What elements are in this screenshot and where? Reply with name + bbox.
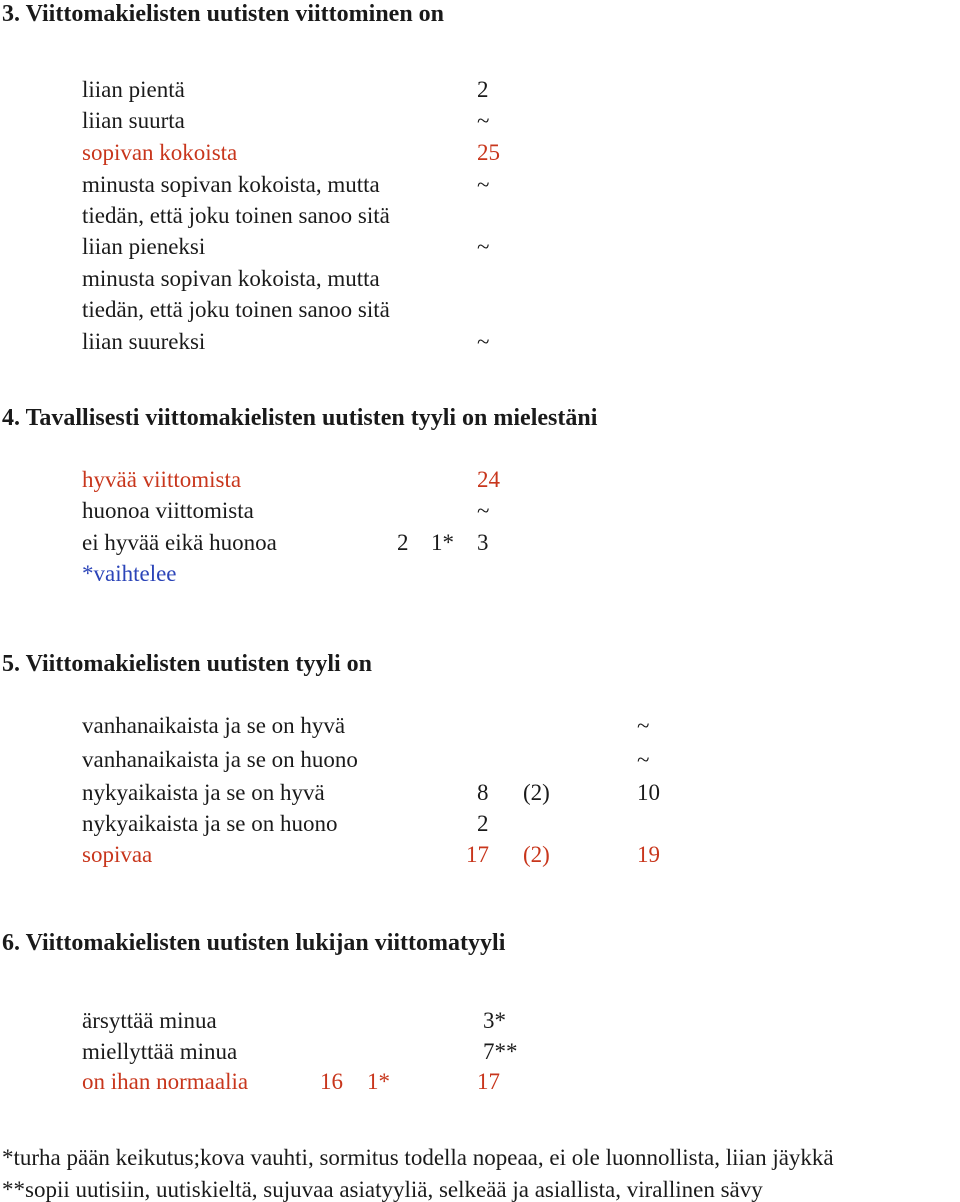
q3-row-4-label: minusta sopivan kokoista, mutta — [82, 172, 380, 197]
q5-row-4-a: 2 — [477, 811, 489, 836]
q4-row-1-total: 24 — [477, 467, 500, 492]
q4-row-3-a: 2 — [397, 530, 409, 555]
q5-row-5-b: (2) — [523, 842, 550, 867]
q3-row-3-value: 25 — [477, 140, 500, 165]
q5-row-1-label: vanhanaikaista ja se on hyvä — [82, 713, 346, 738]
q3-row-5-label: tiedän, että joku toinen sanoo sitä — [82, 203, 390, 228]
q3-row-1-label: liian pientä — [82, 77, 185, 102]
q5-row-3-label: nykyaikaista ja se on hyvä — [82, 780, 325, 805]
q5-row-3-total: 10 — [637, 780, 660, 805]
q6-row-2-label: miellyttää minua — [82, 1039, 238, 1064]
q4-row-3-label: ei hyvää eikä huonoa — [82, 530, 277, 555]
q5-row-2-total: ~ — [637, 747, 650, 772]
q6-row-3-total: 17 — [477, 1069, 500, 1094]
q4-note: *vaihtelee — [82, 561, 177, 586]
q5-row-4-label: nykyaikaista ja se on huono — [82, 811, 338, 836]
q3-row-6-label: liian pieneksi — [82, 234, 206, 259]
q3-row-8-label: tiedän, että joku toinen sanoo sitä — [82, 297, 390, 322]
q3-heading: 3. Viittomakielisten uutisten viittominen on — [2, 1, 445, 27]
q6-row-1-total: 3* — [483, 1008, 506, 1033]
q4-row-1-label: hyvää viittomista — [82, 467, 242, 492]
footnote-2: **sopii uutisiin, uutiskieltä, sujuvaa asiatyyliä, selkeää ja asiallista, virallinen sävy — [2, 1177, 763, 1202]
q5-row-5-total: 19 — [637, 842, 660, 867]
q4-row-2-total: ~ — [477, 498, 490, 523]
q4-row-3-b: 1* — [431, 530, 454, 555]
q5-row-2-label: vanhanaikaista ja se on huono — [82, 747, 358, 772]
q4-row-2-label: huonoa viittomista — [82, 498, 254, 523]
q3-row-1-value: 2 — [477, 77, 489, 102]
q3-row-3-label: sopivan kokoista — [82, 140, 238, 165]
q6-row-2-total: 7** — [483, 1039, 518, 1064]
q5-row-1-total: ~ — [637, 713, 650, 738]
q3-row-2-label: liian suurta — [82, 108, 185, 133]
q3-row-2-value: ~ — [477, 108, 490, 133]
q3-row-4-value: ~ — [477, 172, 490, 197]
footnote-1: *turha pään keikutus;kova vauhti, sormitus todella nopeaa, ei ole luonnollista, liian jäykkä — [2, 1145, 834, 1170]
q3-row-9-label: liian suureksi — [82, 329, 206, 354]
q6-heading: 6. Viittomakielisten uutisten lukijan viittomatyyli — [2, 930, 506, 956]
q5-row-3-b: (2) — [523, 780, 550, 805]
q6-row-1-label: ärsyttää minua — [82, 1008, 217, 1033]
q4-heading: 4. Tavallisesti viittomakielisten uutisten tyyli on mielestäni — [2, 405, 598, 431]
q3-row-6-value: ~ — [477, 234, 490, 259]
q4-row-3-total: 3 — [477, 530, 489, 555]
q6-row-3-a: 16 — [320, 1069, 343, 1094]
q5-row-5-label: sopivaa — [82, 842, 153, 867]
q5-heading: 5. Viittomakielisten uutisten tyyli on — [2, 651, 373, 677]
q5-row-5-a: 17 — [466, 842, 489, 867]
q5-row-3-a: 8 — [477, 780, 489, 805]
q6-row-3-label: on ihan normaalia — [82, 1069, 249, 1094]
q6-row-3-b: 1* — [367, 1069, 390, 1094]
q3-row-7-label: minusta sopivan kokoista, mutta — [82, 266, 380, 291]
q3-row-9-value: ~ — [477, 329, 490, 354]
